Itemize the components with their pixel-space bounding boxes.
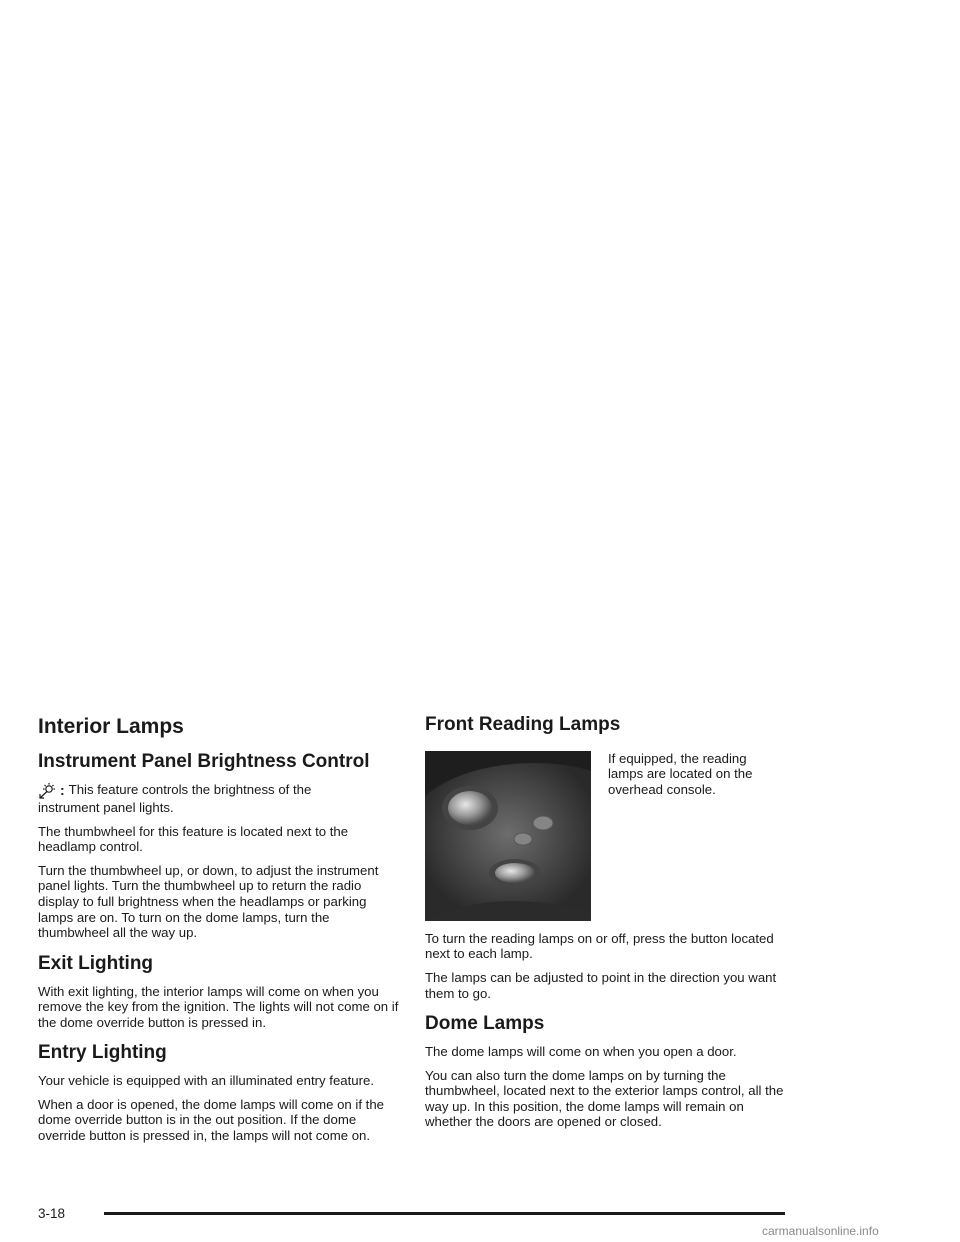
overhead-console-photo [425,751,591,921]
instrument-panel-section [38,751,400,941]
reading-lamps-figure-row [425,751,787,921]
dome-paragraph-1: The dome lamps will come on when you open a door. [425,1043,737,1059]
section-title-interior-lamps: Interior Lamps [38,715,184,738]
dome-lamps-section [425,1013,787,1130]
heading-entry-lighting: Entry Lighting [38,1042,167,1064]
left-column [38,714,400,1151]
entry-paragraph-2: When a door is opened, the dome lamps will come on if the dome override button is in the out position. If the dome override button is pressed in, the lamps will not come on. [38,1096,384,1143]
reading-lamps-illustration [425,751,591,921]
heading-instrument-panel: Instrument Panel Brightness Control [38,751,370,773]
footer-divider [104,1212,785,1215]
heading-dome-lamps: Dome Lamps [425,1013,545,1035]
heading-exit-lighting: Exit Lighting [38,952,154,974]
page-number: 3-18 [38,1206,66,1221]
reading-paragraph-2: The lamps can be adjusted to point in the direction you want them to go. [425,969,777,1001]
exit-lighting-section [38,953,400,1031]
icon-description-text: This feature controls the brightness of the [68,781,312,797]
icon-description-line [38,782,400,800]
exit-paragraph-1: With exit lighting, the interior lamps will come on when you remove the key from the ignition. The lights will not come on if the dome override button is pressed in. [38,983,399,1030]
reading-lamps-side-text: If equipped, the reading lamps are located on the overhead console. [608,750,753,797]
icon-description-continued: instrument panel lights. [38,799,174,815]
dome-paragraph-2: You can also turn the dome lamps on by turning the thumbwheel, located next to the exterior lamps control, all the way up. In this position, the dome lamps will remain on whether the doors are opened or closed. [425,1067,784,1130]
right-column [425,714,787,1138]
entry-paragraph-1: Your vehicle is equipped with an illuminated entry feature. [38,1073,374,1089]
reading-paragraph-1: To turn the reading lamps on or off, press the button located next to each lamp. [425,930,774,962]
entry-lighting-section [38,1042,400,1143]
instrument-paragraph-1: The thumbwheel for this feature is located next to the headlamp control. [38,823,349,855]
icon-colon: : [60,781,65,798]
instrument-paragraph-2: Turn the thumbwheel up, or down, to adjust the instrument panel lights. Turn the thumbwheel up to return the radio display to full brightness when the headlamps or parking lamps are on. To turn on the dome lamps, turn the thumbwheel all the way up. [38,862,379,941]
heading-front-reading-lamps: Front Reading Lamps [425,714,621,735]
watermark-text: carmanualsonline.info [762,1224,879,1238]
panel-brightness-icon [38,782,58,800]
